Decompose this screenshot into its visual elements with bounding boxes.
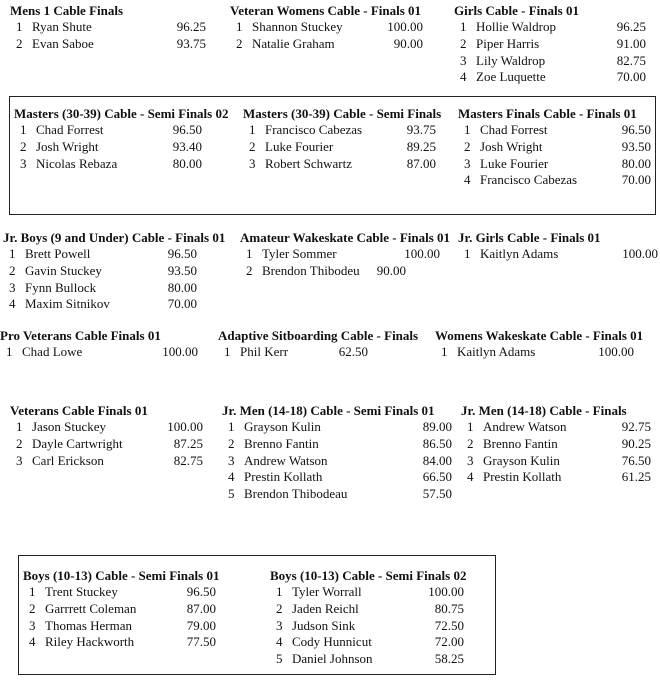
group-title: Masters Finals Cable - Finals 01 [458,106,637,121]
score: 79.00 [186,617,216,633]
results-group [10,403,203,469]
score: 91.00 [616,35,646,51]
score: 100.00 [404,246,440,261]
result-row [454,36,646,53]
rank: 1 [20,122,27,137]
result-row [10,19,206,36]
group-title: Jr. Men (14-18) Cable - Finals [461,403,627,418]
rank: 2 [228,435,235,451]
rank: 4 [464,172,471,188]
rank: 2 [16,435,23,451]
results-group [218,328,419,361]
score: 58.25 [434,651,464,667]
rank: 2 [467,435,474,451]
results-group [243,106,442,172]
athlete-name: Francisco Cabezas [480,172,578,188]
score: 66.50 [422,469,452,485]
group-title: Boys (10-13) Cable - Semi Finals 02 [270,568,467,583]
result-row [3,263,197,280]
athlete-name: Brenno Fantin [244,435,319,451]
score: 80.75 [434,600,464,616]
rank: 4 [467,469,474,485]
results-group [10,3,206,53]
result-row [14,122,202,139]
rank: 1 [16,19,23,34]
athlete-name: Shannon Stuckey [252,19,343,34]
score: 90.00 [376,262,406,278]
athlete-name: Grayson Kulin [483,452,560,468]
score: 93.50 [167,262,197,278]
score: 62.50 [338,344,368,359]
results-group [23,568,220,651]
group-title: Womens Wakeskate Cable - Finals 01 [435,328,644,343]
rank: 4 [460,69,467,85]
athlete-name: Jason Stuckey [32,419,107,434]
score: 80.00 [167,279,197,295]
athlete-name: Lily Waldrop [476,52,546,68]
athlete-name: Andrew Watson [244,452,328,468]
athlete-name: Natalie Graham [252,35,335,51]
result-row [23,584,216,601]
athlete-name: Judson Sink [292,617,356,633]
rank: 1 [441,344,448,359]
rank: 1 [29,584,36,599]
result-row [3,296,197,313]
rank: 1 [246,246,253,261]
score: 87.00 [406,155,436,171]
results-group [230,3,423,53]
result-row [222,419,452,436]
rank: 1 [6,344,13,359]
rank: 1 [276,584,283,599]
rank: 4 [276,634,283,650]
score: 96.25 [176,19,206,34]
athlete-name: Chad Forrest [480,122,548,137]
group-title: Pro Veterans Cable Finals 01 [0,328,161,343]
result-row [230,19,423,36]
rank: 2 [246,262,253,278]
result-row [458,172,651,189]
athlete-name: Prestin Kollath [244,469,323,485]
group-title: Masters (30-39) Cable - Semi Finals [243,106,442,121]
rank: 2 [20,138,27,154]
athlete-name: Brendon Thibodeu [262,262,360,278]
result-row [240,263,440,280]
score: 90.00 [393,35,423,51]
athlete-name: Carl Erickson [32,452,104,468]
result-row [243,122,436,139]
results-group [458,106,651,189]
group-title: Veterans Cable Finals 01 [10,403,148,418]
result-row [10,419,203,436]
result-row [240,246,440,263]
rank: 1 [16,419,23,434]
score: 100.00 [598,344,634,359]
rank: 3 [276,617,283,633]
rank: 2 [236,35,243,51]
rank: 4 [29,634,36,650]
athlete-name: Fynn Bullock [25,279,97,295]
result-row [14,139,202,156]
rank: 1 [224,344,231,359]
athlete-name: Dayle Cartwright [32,435,123,451]
rank: 3 [29,617,36,633]
result-row [23,634,216,651]
athlete-name: Tyler Worrall [292,584,362,599]
rank: 1 [464,246,471,261]
score: 89.00 [422,419,452,434]
athlete-name: Thomas Herman [45,617,133,633]
result-row [10,36,206,53]
score: 77.50 [186,634,216,650]
rank: 2 [276,600,283,616]
score: 96.25 [616,19,646,34]
result-row [243,156,436,173]
group-title: Jr. Boys (9 and Under) Cable - Finals 01 [3,230,226,245]
athlete-name: Kaitlyn Adams [480,246,559,261]
score: 82.75 [616,52,646,68]
group-title: Girls Cable - Finals 01 [454,3,579,18]
score: 100.00 [167,419,203,434]
result-row [458,246,658,263]
results-group [435,328,644,361]
rank: 5 [276,651,283,667]
group-title: Jr. Girls Cable - Finals 01 [458,230,601,245]
score: 96.50 [621,122,651,137]
results-group [270,568,467,668]
score: 93.75 [406,122,436,137]
rank: 1 [236,19,243,34]
score: 57.50 [422,486,452,502]
athlete-name: Josh Wright [36,138,99,154]
result-row [458,122,651,139]
score: 92.75 [621,419,651,434]
athlete-name: Phil Kerr [240,344,289,359]
score: 87.00 [186,600,216,616]
group-title: Amateur Wakeskate Cable - Finals 01 [240,230,451,245]
result-row [270,618,464,635]
score: 96.50 [167,246,197,261]
score: 61.25 [621,469,651,485]
score: 93.50 [621,138,651,154]
group-title: Veteran Womens Cable - Finals 01 [230,3,422,18]
score: 96.50 [186,584,216,599]
result-row [454,69,646,86]
results-group [458,230,658,263]
result-row [270,584,464,601]
athlete-name: Zoe Luquette [476,69,546,85]
result-row [222,469,452,486]
result-row [270,601,464,618]
rank: 2 [29,600,36,616]
result-row [218,344,368,361]
score: 87.25 [173,435,203,451]
athlete-name: Chad Lowe [22,344,83,359]
score: 80.00 [621,155,651,171]
result-row [222,436,452,453]
score: 72.50 [434,617,464,633]
result-row [222,453,452,470]
rank: 3 [467,452,474,468]
rank: 1 [464,122,471,137]
athlete-name: Hollie Waldrop [476,19,556,34]
result-row [10,436,203,453]
athlete-name: Trent Stuckey [45,584,118,599]
rank: 4 [228,469,235,485]
rank: 2 [16,35,23,51]
athlete-name: Evan Saboe [32,35,94,51]
result-row [10,453,203,470]
athlete-name: Garrrett Coleman [45,600,137,616]
score: 90.25 [621,435,651,451]
score: 86.50 [422,435,452,451]
rank: 1 [228,419,235,434]
group-title: Masters (30-39) Cable - Semi Finals 02 [14,106,229,121]
athlete-name: Daniel Johnson [292,651,373,667]
score: 70.00 [167,296,197,312]
result-row [270,651,464,668]
athlete-name: Grayson Kulin [244,419,321,434]
rank: 2 [464,138,471,154]
result-row [0,344,198,361]
score: 82.75 [173,452,203,468]
score: 100.00 [387,19,423,34]
rank: 1 [249,122,256,137]
athlete-name: Maxim Sitnikov [25,296,110,312]
results-group [0,328,198,361]
results-group [222,403,452,503]
result-row [458,156,651,173]
athlete-name: Prestin Kollath [483,469,562,485]
rank: 1 [460,19,467,34]
results-group [240,230,451,280]
athlete-name: Robert Schwartz [265,155,353,171]
athlete-name: Gavin Stuckey [25,262,102,278]
score: 93.40 [172,138,202,154]
athlete-name: Piper Harris [476,35,540,51]
result-row [270,634,464,651]
athlete-name: Riley Hackworth [45,634,135,650]
result-row [222,486,452,503]
result-row [461,469,651,486]
score: 100.00 [622,246,658,261]
results-group [14,106,229,172]
results-group [461,403,651,486]
athlete-name: Chad Forrest [36,122,104,137]
result-row [458,139,651,156]
result-row [14,156,202,173]
athlete-name: Luke Fourier [480,155,549,171]
athlete-name: Brenno Fantin [483,435,558,451]
results-group [454,3,646,86]
result-row [461,419,651,436]
result-row [3,246,197,263]
score: 100.00 [428,584,464,599]
athlete-name: Brendon Thibodeau [244,486,348,502]
rank: 3 [464,155,471,171]
athlete-name: Andrew Watson [483,419,567,434]
results-group [3,230,226,313]
group-title: Boys (10-13) Cable - Semi Finals 01 [23,568,220,583]
rank: 2 [249,138,256,154]
result-row [435,344,634,361]
athlete-name: Francisco Cabezas [265,122,363,137]
athlete-name: Jaden Reichl [292,600,359,616]
athlete-name: Luke Fourier [265,138,334,154]
group-title: Mens 1 Cable Finals [10,3,124,18]
score: 89.25 [406,138,436,154]
rank: 3 [249,155,256,171]
rank: 2 [460,35,467,51]
rank: 1 [467,419,474,434]
result-row [3,280,197,297]
result-row [461,436,651,453]
rank: 3 [20,155,27,171]
result-row [461,453,651,470]
score: 93.75 [176,35,206,51]
result-row [23,601,216,618]
rank: 2 [9,262,16,278]
athlete-name: Brett Powell [25,246,91,261]
rank: 3 [460,52,467,68]
rank: 3 [228,452,235,468]
score: 70.00 [621,172,651,188]
result-row [243,139,436,156]
athlete-name: Cody Hunnicut [292,634,372,650]
athlete-name: Ryan Shute [32,19,92,34]
score: 76.50 [621,452,651,468]
rank: 1 [9,246,16,261]
rank: 4 [9,296,16,312]
score: 100.00 [162,344,198,359]
result-row [454,19,646,36]
score: 72.00 [434,634,464,650]
rank: 5 [228,486,235,502]
score: 80.00 [172,155,202,171]
group-title: Adaptive Sitboarding Cable - Finals [218,328,419,343]
athlete-name: Josh Wright [480,138,543,154]
score: 96.50 [172,122,202,137]
athlete-name: Nicolas Rebaza [36,155,118,171]
group-title: Jr. Men (14-18) Cable - Semi Finals 01 [222,403,435,418]
score: 70.00 [616,69,646,85]
rank: 3 [16,452,23,468]
score: 84.00 [422,452,452,468]
rank: 3 [9,279,16,295]
result-row [454,53,646,70]
result-row [23,618,216,635]
result-row [230,36,423,53]
athlete-name: Tyler Sommer [262,246,337,261]
athlete-name: Kaitlyn Adams [457,344,536,359]
